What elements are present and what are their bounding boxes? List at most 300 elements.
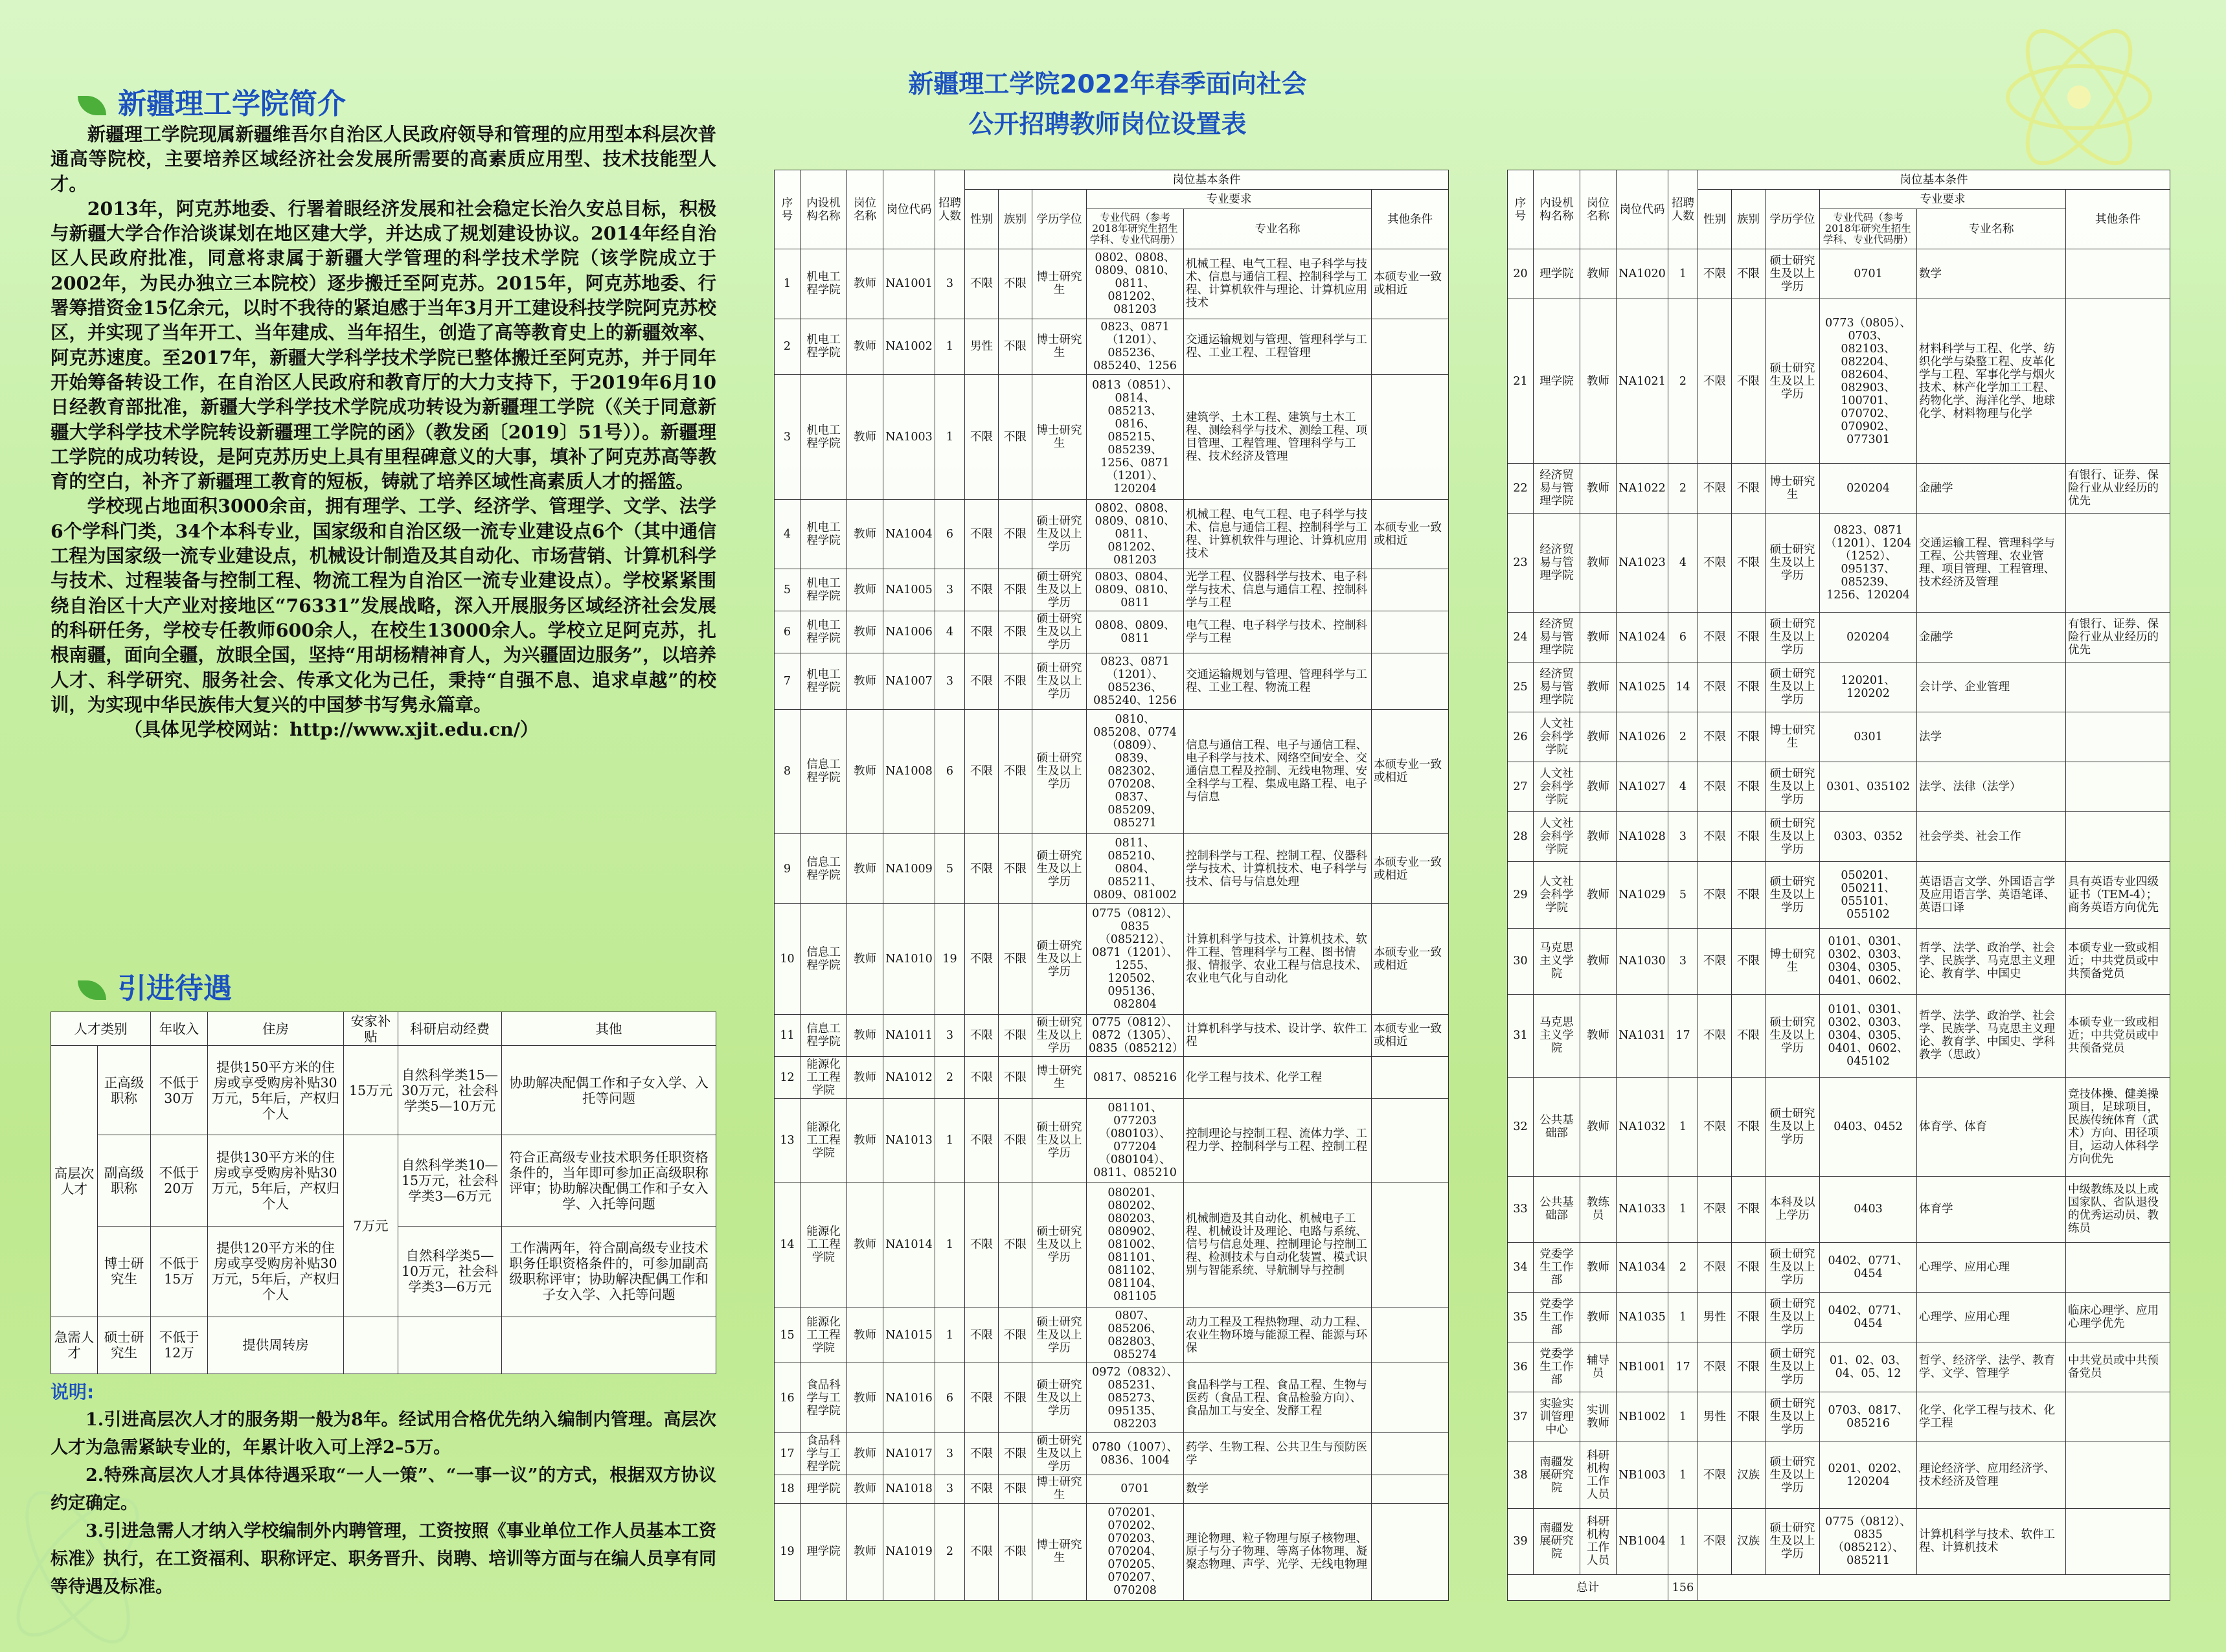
post-cell-post: 教师 xyxy=(847,611,883,653)
post-cell-ethnic: 不限 xyxy=(999,653,1032,709)
post-cell-degree: 硕士研究生及以上学历 xyxy=(1032,834,1087,904)
post-cell-no: 38 xyxy=(1508,1442,1534,1508)
post-cell-ethnic: 不限 xyxy=(1732,613,1766,662)
post-cell-count: 14 xyxy=(1668,662,1698,712)
post-cell-post: 教师 xyxy=(1580,613,1617,662)
post-cell-count: 3 xyxy=(935,653,965,709)
welfare-cell: 硕士研究生 xyxy=(98,1317,151,1374)
post-cell-ethnic: 不限 xyxy=(999,374,1032,499)
intro-text xyxy=(51,122,716,741)
post-cell-gender: 不限 xyxy=(1698,464,1732,514)
header-cell: 岗位代码 xyxy=(1617,170,1668,249)
post-cell-mcode: 050201、050211、055101、055102 xyxy=(1820,862,1917,928)
post-cell-degree: 博士研究生 xyxy=(1766,928,1820,994)
post-row xyxy=(775,1433,1449,1475)
welfare-cell: 提供150平方米的住房或享受购房补贴30万元，5年后，产权归个人 xyxy=(208,1046,344,1135)
post-cell-org: 人文社会科学学院 xyxy=(1534,812,1580,862)
total-value: 156 xyxy=(1668,1575,1698,1601)
header-cell: 学历学位 xyxy=(1032,190,1087,249)
post-cell-other: 本硕专业一致或相近 xyxy=(1372,709,1449,834)
post-cell-gender: 不限 xyxy=(965,1475,999,1503)
post-cell-count: 1 xyxy=(935,319,965,374)
post-cell-ethnic: 不限 xyxy=(999,709,1032,834)
post-cell-gender: 不限 xyxy=(965,709,999,834)
post-cell-degree: 硕士研究生及以上学历 xyxy=(1766,1342,1820,1392)
post-cell-gender: 不限 xyxy=(965,1433,999,1475)
welfare-cell: 自然科学类15—30万元，社会科学类5—10万元 xyxy=(398,1046,502,1135)
post-cell-org: 机电工程学院 xyxy=(801,319,847,374)
post-row xyxy=(775,1099,1449,1182)
post-cell-ethnic: 不限 xyxy=(1732,762,1766,812)
header-cell: 内设机构名称 xyxy=(801,170,847,249)
posts-title-line: 公开招聘教师岗位设置表 xyxy=(968,110,1247,139)
post-cell-count: 1 xyxy=(1668,1293,1698,1342)
post-cell-count: 19 xyxy=(935,903,965,1015)
post-cell-no: 18 xyxy=(775,1475,801,1503)
post-cell-mname: 哲学、经济学、法学、教育学、文学、管理学 xyxy=(1917,1342,2066,1392)
post-cell-mcode: 0823、0871（1201）、085236、085240、1256 xyxy=(1087,319,1184,374)
post-cell-org: 南疆发展研究院 xyxy=(1534,1508,1580,1574)
post-cell-post: 教师 xyxy=(847,319,883,374)
post-cell-post: 教师 xyxy=(1580,299,1617,464)
post-cell-post: 教师 xyxy=(1580,662,1617,712)
post-cell-gender: 不限 xyxy=(965,903,999,1015)
post-cell-mcode: 0402、0771、0454 xyxy=(1820,1293,1917,1342)
header-cell: 岗位名称 xyxy=(1580,170,1617,249)
post-cell-count: 1 xyxy=(1668,249,1698,299)
post-cell-org: 人文社会科学学院 xyxy=(1534,862,1580,928)
post-cell-count: 2 xyxy=(1668,712,1698,762)
post-cell-ethnic: 不限 xyxy=(1732,249,1766,299)
post-cell-org: 党委学生工作部 xyxy=(1534,1242,1580,1292)
post-cell-mname: 控制科学与工程、控制工程、仪器科学与技术、计算机技术、电子科学与技术、信号与信息处理 xyxy=(1184,834,1372,904)
header-cell: 住房 xyxy=(208,1012,344,1046)
post-cell-ethnic: 不限 xyxy=(999,1475,1032,1503)
header-cell: 岗位名称 xyxy=(847,170,883,249)
post-cell-gender: 不限 xyxy=(965,1363,999,1433)
post-cell-code: NA1014 xyxy=(883,1182,935,1307)
post-cell-org: 党委学生工作部 xyxy=(1534,1293,1580,1342)
post-cell-mcode: 0303、0352 xyxy=(1820,812,1917,862)
post-cell-org: 公共基础部 xyxy=(1534,1176,1580,1242)
post-row xyxy=(775,569,1449,611)
post-cell-org: 马克思主义学院 xyxy=(1534,995,1580,1078)
post-cell-other: 本硕专业一致或相近；中共党员或中共预备党员 xyxy=(2066,995,2170,1078)
post-cell-count: 6 xyxy=(935,1363,965,1433)
post-cell-org: 公共基础部 xyxy=(1534,1077,1580,1176)
header-cell: 其他 xyxy=(502,1012,716,1046)
post-cell-code: NA1013 xyxy=(883,1099,935,1182)
post-row xyxy=(775,374,1449,499)
post-cell-mcode: 01、02、03、04、05、12 xyxy=(1820,1342,1917,1392)
post-cell-count: 3 xyxy=(935,1475,965,1503)
post-cell-code: NA1010 xyxy=(883,903,935,1015)
post-cell-gender: 不限 xyxy=(965,1015,999,1057)
post-cell-mname: 理论经济学、应用经济学、技术经济及管理 xyxy=(1917,1442,2066,1508)
post-cell-no: 16 xyxy=(775,1363,801,1433)
post-cell-count: 6 xyxy=(1668,613,1698,662)
post-cell-count: 1 xyxy=(935,1099,965,1182)
post-cell-other: 本硕专业一致或相近 xyxy=(1372,249,1449,319)
post-cell-ethnic: 不限 xyxy=(999,569,1032,611)
post-cell-count: 5 xyxy=(935,834,965,904)
post-cell-org: 经济贸易与管理学院 xyxy=(1534,464,1580,514)
post-cell-degree: 博士研究生 xyxy=(1032,1475,1087,1503)
post-cell-mcode: 0813（0851）、0814、085213、0816、085215、085239、1256、0871（1201）、120204 xyxy=(1087,374,1184,499)
post-cell-mname: 体育学 xyxy=(1917,1176,2066,1242)
post-cell-count: 1 xyxy=(935,374,965,499)
post-cell-degree: 硕士研究生及以上学历 xyxy=(1766,1242,1820,1292)
post-cell-degree: 硕士研究生及以上学历 xyxy=(1032,1182,1087,1307)
post-cell-degree: 硕士研究生及以上学历 xyxy=(1766,249,1820,299)
post-cell-ethnic: 不限 xyxy=(1732,662,1766,712)
post-cell-no: 15 xyxy=(775,1307,801,1363)
post-cell-post: 教师 xyxy=(847,1433,883,1475)
welfare-cell xyxy=(344,1317,398,1374)
post-cell-gender: 不限 xyxy=(965,1503,999,1600)
post-cell-no: 34 xyxy=(1508,1242,1534,1292)
post-cell-ethnic: 不限 xyxy=(1732,1293,1766,1342)
header-cell: 专业要求 xyxy=(1820,190,2066,209)
post-cell-ethnic: 汉族 xyxy=(1732,1442,1766,1508)
post-cell-post: 实训教师 xyxy=(1580,1392,1617,1442)
post-cell-org: 能源化工工程学院 xyxy=(801,1057,847,1099)
post-cell-other: 临床心理学、应用心理学优先 xyxy=(2066,1293,2170,1342)
header-cell: 专业名称 xyxy=(1917,209,2066,249)
post-row xyxy=(1508,613,2170,662)
post-cell-degree: 硕士研究生及以上学历 xyxy=(1766,1077,1820,1176)
welfare-cell: 提供130平方米的住房或享受购房补贴30万元，5年后，产权归个人 xyxy=(208,1135,344,1226)
post-cell-mname: 机械工程、电气工程、电子科学与技术、信息与通信工程、控制科学与工程、计算机软件与理论、计算机应用技术 xyxy=(1184,249,1372,319)
post-cell-ethnic: 不限 xyxy=(1732,1176,1766,1242)
post-cell-mname: 药学、生物工程、公共卫生与预防医学 xyxy=(1184,1433,1372,1475)
post-row xyxy=(1508,249,2170,299)
post-cell-no: 17 xyxy=(775,1433,801,1475)
welfare-cell: 7万元 xyxy=(344,1135,398,1317)
post-row xyxy=(775,709,1449,834)
welfare-cell: 副高级职称 xyxy=(98,1135,151,1226)
post-cell-no: 29 xyxy=(1508,862,1534,928)
header-cell: 岗位基本条件 xyxy=(965,170,1449,190)
header-cell: 岗位代码 xyxy=(883,170,935,249)
post-cell-other: 有银行、证券、保险行业从业经历的优先 xyxy=(2066,464,2170,514)
post-cell-post: 教师 xyxy=(847,249,883,319)
post-cell-mname: 动力工程及工程热物理、动力工程、农业生物环境与能源工程、能源与环保 xyxy=(1184,1307,1372,1363)
post-cell-code: NA1021 xyxy=(1617,299,1668,464)
post-cell-code: NA1023 xyxy=(1617,514,1668,613)
welfare-cell: 符合正高级专业技术职务任职资格条件的，当年即可参加正高级职称评审；协助解决配偶工作和子女入学、入托等问题 xyxy=(502,1135,716,1226)
post-cell-mname: 会计学、企业管理 xyxy=(1917,662,2066,712)
post-cell-org: 食品科学与工程学院 xyxy=(801,1433,847,1475)
post-cell-ethnic: 不限 xyxy=(1732,464,1766,514)
note-item: 2.特殊高层次人才具体待遇采取“一人一策”、“一事一议”的方式，根据双方协议约定确定。 xyxy=(51,1465,716,1513)
post-cell-no: 28 xyxy=(1508,812,1534,862)
post-cell-post: 教师 xyxy=(847,1475,883,1503)
post-cell-ethnic: 不限 xyxy=(1732,1342,1766,1392)
header-cell: 招聘人数 xyxy=(935,170,965,249)
post-cell-mname: 数学 xyxy=(1184,1475,1372,1503)
post-cell-gender: 不限 xyxy=(1698,1242,1732,1292)
post-cell-mname: 法学、法律（法学） xyxy=(1917,762,2066,812)
post-cell-other xyxy=(2066,249,2170,299)
post-cell-org: 经济贸易与管理学院 xyxy=(1534,613,1580,662)
header-cell: 科研启动经费 xyxy=(398,1012,502,1046)
post-cell-post: 教师 xyxy=(1580,762,1617,812)
post-row xyxy=(1508,762,2170,812)
post-cell-org: 能源化工工程学院 xyxy=(801,1182,847,1307)
post-cell-code: NB1002 xyxy=(1617,1392,1668,1442)
post-cell-mcode: 0301 xyxy=(1820,712,1917,762)
post-cell-count: 1 xyxy=(935,1182,965,1307)
post-cell-no: 36 xyxy=(1508,1342,1534,1392)
post-cell-gender: 男性 xyxy=(1698,1293,1732,1342)
post-cell-no: 2 xyxy=(775,319,801,374)
post-row xyxy=(775,1307,1449,1363)
post-cell-post: 教师 xyxy=(1580,995,1617,1078)
post-cell-degree: 博士研究生 xyxy=(1032,1503,1087,1600)
post-row xyxy=(775,611,1449,653)
post-row xyxy=(1508,1392,2170,1442)
post-cell-ethnic: 不限 xyxy=(999,319,1032,374)
post-cell-ethnic: 不限 xyxy=(1732,812,1766,862)
post-row xyxy=(775,653,1449,709)
post-cell-ethnic: 不限 xyxy=(1732,712,1766,762)
post-cell-degree: 硕士研究生及以上学历 xyxy=(1766,1508,1820,1574)
post-cell-mcode: 0823、0871（1201）、085236、085240、1256 xyxy=(1087,653,1184,709)
post-cell-no: 12 xyxy=(775,1057,801,1099)
post-cell-degree: 硕士研究生及以上学历 xyxy=(1032,709,1087,834)
post-cell-code: NA1018 xyxy=(883,1475,935,1503)
post-cell-ethnic: 不限 xyxy=(1732,1242,1766,1292)
post-cell-code: NA1025 xyxy=(1617,662,1668,712)
post-row xyxy=(1508,1508,2170,1574)
post-cell-code: NA1009 xyxy=(883,834,935,904)
welfare-cell: 不低于20万 xyxy=(151,1135,208,1226)
post-cell-count: 4 xyxy=(1668,762,1698,812)
post-cell-org: 信息工程学院 xyxy=(801,903,847,1015)
post-cell-other xyxy=(2066,1392,2170,1442)
post-cell-ethnic: 不限 xyxy=(999,1363,1032,1433)
post-cell-code: NA1006 xyxy=(883,611,935,653)
post-cell-post: 科研机构工作人员 xyxy=(1580,1508,1617,1574)
header-cell: 安家补贴 xyxy=(344,1012,398,1046)
post-cell-mcode: 0807、085206、082803、085274 xyxy=(1087,1307,1184,1363)
post-row xyxy=(775,1182,1449,1307)
post-cell-mcode: 0403 xyxy=(1820,1176,1917,1242)
post-cell-code: NA1004 xyxy=(883,499,935,569)
post-cell-mname: 计算机科学与技术、计算机技术、软件工程、管理科学与工程、图书情报、情报学、农业工程与信息技术、农业电气化与自动化 xyxy=(1184,903,1372,1015)
post-cell-other xyxy=(1372,611,1449,653)
post-cell-no: 10 xyxy=(775,903,801,1015)
post-row xyxy=(1508,1176,2170,1242)
post-cell-mname: 控制理论与控制工程、流体力学、工程力学、控制科学与工程、控制工程 xyxy=(1184,1099,1372,1182)
post-row xyxy=(775,249,1449,319)
post-row xyxy=(1508,1342,2170,1392)
post-cell-mname: 材料科学与工程、化学、纺织化学与染整工程、皮革化学与工程、军事化学与烟火技术、林产化学加工工程、药物化学、海洋化学、地球化学、材料物理与化学 xyxy=(1917,299,2066,464)
post-cell-ethnic: 不限 xyxy=(999,611,1032,653)
post-row xyxy=(775,499,1449,569)
post-cell-degree: 硕士研究生及以上学历 xyxy=(1766,812,1820,862)
post-cell-org: 马克思主义学院 xyxy=(1534,928,1580,994)
post-cell-post: 辅导员 xyxy=(1580,1342,1617,1392)
post-cell-no: 33 xyxy=(1508,1176,1534,1242)
welfare-cell: 自然科学类10—15万元，社会科学类3—6万元 xyxy=(398,1135,502,1226)
post-cell-ethnic: 不限 xyxy=(999,1433,1032,1475)
post-cell-post: 教师 xyxy=(1580,249,1617,299)
post-cell-post: 教师 xyxy=(1580,1077,1617,1176)
post-cell-code: NA1033 xyxy=(1617,1176,1668,1242)
post-row xyxy=(775,1363,1449,1433)
post-cell-no: 32 xyxy=(1508,1077,1534,1176)
post-cell-count: 3 xyxy=(935,1015,965,1057)
post-cell-other: 本硕专业一致或相近 xyxy=(1372,499,1449,569)
post-cell-count: 3 xyxy=(935,569,965,611)
post-cell-other xyxy=(1372,1363,1449,1433)
post-cell-count: 1 xyxy=(1668,1442,1698,1508)
post-cell-count: 5 xyxy=(1668,862,1698,928)
post-cell-other xyxy=(1372,1475,1449,1503)
post-cell-post: 教师 xyxy=(1580,1242,1617,1292)
post-cell-count: 3 xyxy=(935,249,965,319)
post-row xyxy=(1508,712,2170,762)
post-cell-other xyxy=(2066,712,2170,762)
post-cell-gender: 不限 xyxy=(965,374,999,499)
post-cell-post: 教师 xyxy=(847,569,883,611)
post-cell-gender: 不限 xyxy=(965,1307,999,1363)
post-cell-mname: 心理学、应用心理 xyxy=(1917,1293,2066,1342)
welfare-cell: 15万元 xyxy=(344,1046,398,1135)
notes xyxy=(51,1378,716,1601)
post-cell-org: 信息工程学院 xyxy=(801,1015,847,1057)
post-cell-org: 能源化工工程学院 xyxy=(801,1307,847,1363)
post-cell-degree: 硕士研究生及以上学历 xyxy=(1032,1015,1087,1057)
post-row xyxy=(1508,1242,2170,1292)
total-blank xyxy=(1698,1575,2170,1601)
post-cell-mcode: 0780（1007）、0836、1004 xyxy=(1087,1433,1184,1475)
post-cell-mname: 信息与通信工程、电子与通信工程、电子科学与技术、网络空间安全、交通信息工程及控制、无线电物理、安全科学与工程、集成电路工程、电子与信息 xyxy=(1184,709,1372,834)
welfare-cell: 不低于15万 xyxy=(151,1226,208,1317)
post-cell-degree: 硕士研究生及以上学历 xyxy=(1032,611,1087,653)
post-cell-count: 1 xyxy=(1668,1392,1698,1442)
post-cell-code: NA1002 xyxy=(883,319,935,374)
post-cell-org: 经济贸易与管理学院 xyxy=(1534,514,1580,613)
post-cell-gender: 不限 xyxy=(965,834,999,904)
post-cell-gender: 不限 xyxy=(965,653,999,709)
post-cell-ethnic: 不限 xyxy=(999,1503,1032,1600)
post-cell-post: 教师 xyxy=(1580,862,1617,928)
post-cell-ethnic: 不限 xyxy=(999,834,1032,904)
post-cell-degree: 硕士研究生及以上学历 xyxy=(1766,662,1820,712)
post-cell-post: 教师 xyxy=(847,903,883,1015)
post-cell-no: 14 xyxy=(775,1182,801,1307)
posts-title xyxy=(777,65,1438,145)
note-item: 3.引进急需人才纳入学校编制外内聘管理，工资按照《事业单位工作人员基本工资标准》执行，在工资福利、职称评定、职务晋升、岗聘、培训等方面与在编人员享有同等待遇及标准。 xyxy=(51,1521,716,1597)
post-cell-post: 教师 xyxy=(1580,514,1617,613)
post-cell-mcode: 0402、0771、0454 xyxy=(1820,1242,1917,1292)
post-cell-mcode: 0701 xyxy=(1087,1475,1184,1503)
welfare-cell: 不低于30万 xyxy=(151,1046,208,1135)
leaf-icon xyxy=(78,96,106,115)
post-cell-gender: 不限 xyxy=(965,569,999,611)
post-cell-count: 2 xyxy=(1668,299,1698,464)
post-cell-code: NA1032 xyxy=(1617,1077,1668,1176)
post-row xyxy=(775,834,1449,904)
post-cell-code: NB1001 xyxy=(1617,1342,1668,1392)
post-cell-org: 理学院 xyxy=(801,1475,847,1503)
post-cell-no: 7 xyxy=(775,653,801,709)
post-cell-count: 2 xyxy=(935,1503,965,1600)
post-cell-mcode: 070201、070202、070203、070204、070205、070207、070208 xyxy=(1087,1503,1184,1600)
post-cell-code: NA1028 xyxy=(1617,812,1668,862)
post-cell-mcode: 0701 xyxy=(1820,249,1917,299)
post-cell-degree: 博士研究生 xyxy=(1032,249,1087,319)
header-cell: 专业代码（参考2018年研究生招生学科、专业代码册） xyxy=(1820,209,1917,249)
welfare-cell: 博士研究生 xyxy=(98,1226,151,1317)
post-cell-org: 实验实训管理中心 xyxy=(1534,1392,1580,1442)
group-label: 急需人才 xyxy=(51,1317,98,1374)
post-cell-no: 21 xyxy=(1508,299,1534,464)
post-cell-other xyxy=(1372,1307,1449,1363)
post-cell-mcode: 0810、085208、0774（0809）、0839、082302、070208、0837、085209、085271 xyxy=(1087,709,1184,834)
post-cell-other: 竞技体操、健美操项目，足球项目，民族传统体育（武术）方向、田径项目，运动人体科学方向优先 xyxy=(2066,1077,2170,1176)
post-cell-count: 1 xyxy=(1668,1077,1698,1176)
post-row xyxy=(1508,662,2170,712)
post-row xyxy=(1508,1293,2170,1342)
post-cell-code: NA1026 xyxy=(1617,712,1668,762)
post-row xyxy=(1508,1442,2170,1508)
post-cell-mcode: 080201、080202、080203、080902、081002、081101、081102、081104、081105 xyxy=(1087,1182,1184,1307)
post-cell-gender: 不限 xyxy=(1698,1508,1732,1574)
post-cell-count: 17 xyxy=(1668,995,1698,1078)
post-cell-no: 35 xyxy=(1508,1293,1534,1342)
post-cell-other xyxy=(2066,812,2170,862)
post-cell-gender: 不限 xyxy=(1698,1176,1732,1242)
post-cell-mcode: 0972（0832）、085231、085273、095135、082203 xyxy=(1087,1363,1184,1433)
post-cell-other: 有银行、证券、保险行业从业经历的优先 xyxy=(2066,613,2170,662)
post-cell-post: 教师 xyxy=(1580,812,1617,862)
post-cell-mname: 哲学、法学、政治学、社会学、民族学、马克思主义理论、教育学、中国史 xyxy=(1917,928,2066,994)
post-cell-post: 教师 xyxy=(1580,712,1617,762)
post-cell-count: 3 xyxy=(1668,812,1698,862)
header-cell: 岗位基本条件 xyxy=(1698,170,2170,190)
post-cell-no: 27 xyxy=(1508,762,1534,812)
post-cell-count: 3 xyxy=(1668,928,1698,994)
post-cell-no: 9 xyxy=(775,834,801,904)
post-cell-code: NA1030 xyxy=(1617,928,1668,994)
post-cell-mcode: 081101、077203（080103）、077204（080104）、0811、085210 xyxy=(1087,1099,1184,1182)
post-cell-count: 6 xyxy=(935,709,965,834)
post-cell-mname: 机械工程、电气工程、电子科学与技术、信息与通信工程、控制科学与工程、计算机软件与理论、计算机应用技术 xyxy=(1184,499,1372,569)
post-cell-mname: 电气工程、电子科学与技术、控制科学与工程 xyxy=(1184,611,1372,653)
post-cell-other xyxy=(1372,1099,1449,1182)
post-cell-no: 8 xyxy=(775,709,801,834)
post-cell-code: NB1003 xyxy=(1617,1442,1668,1508)
post-row xyxy=(775,1057,1449,1099)
post-cell-post: 教师 xyxy=(847,1307,883,1363)
header-cell: 其他条件 xyxy=(2066,190,2170,249)
post-cell-other xyxy=(1372,319,1449,374)
post-cell-post: 教师 xyxy=(847,1182,883,1307)
post-cell-gender: 不限 xyxy=(1698,1342,1732,1392)
post-cell-org: 理学院 xyxy=(801,1503,847,1600)
website-note: （具体见学校网站：http://www.xjit.edu.cn/） xyxy=(124,718,539,741)
post-cell-ethnic: 不限 xyxy=(999,1099,1032,1182)
post-cell-ethnic: 不限 xyxy=(999,1057,1032,1099)
post-cell-org: 党委学生工作部 xyxy=(1534,1342,1580,1392)
post-cell-mname: 食品科学与工程、食品工程、生物与医药（食品工程、食品检验方向）、食品加工与安全、发酵工程 xyxy=(1184,1363,1372,1433)
welfare-title: 引进待遇 xyxy=(118,972,232,1005)
post-cell-code: NA1011 xyxy=(883,1015,935,1057)
